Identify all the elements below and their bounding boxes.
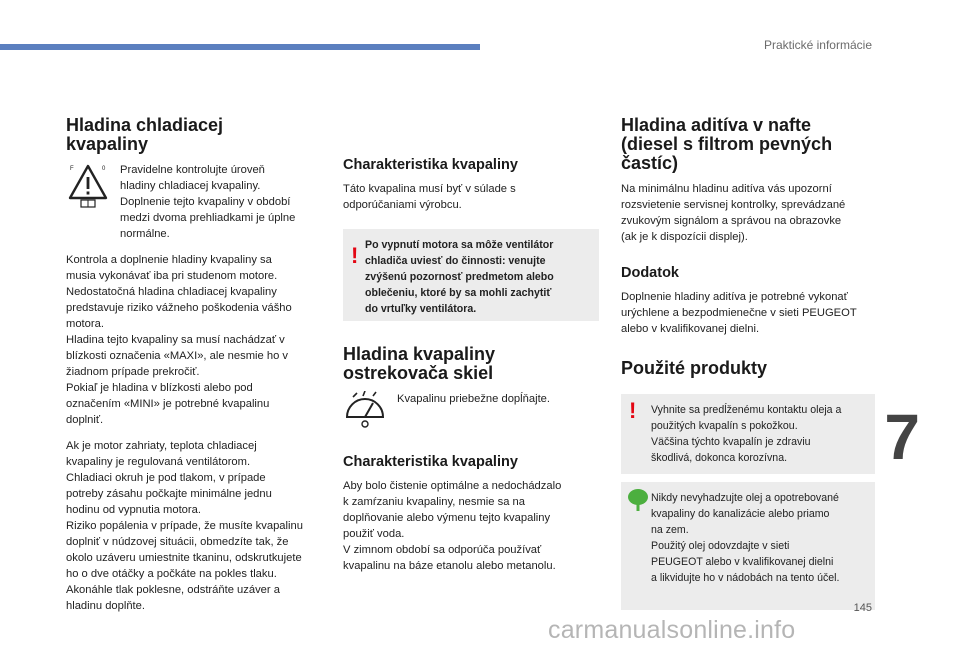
eco-note-box	[621, 482, 875, 610]
column-right	[621, 116, 875, 610]
washer-characteristics-title: Charakteristika kvapaliny	[343, 454, 518, 470]
fan-warning-box	[343, 229, 599, 321]
refill-title: Dodatok	[621, 265, 679, 281]
column-coolant	[66, 116, 328, 614]
coolant-paragraph-1: Kontrola a doplnenie hladiny kvapaliny sa musia vykonávať iba pri studenom motore. Nedostatočná hladina chladiacej kvapaliny predstavuje riziko vážneho poškodenia vášho motora. Hladina tejto kvapaliny sa musí nachádzať v blízkosti označenia «MAXI», ale nesmie ho v žiadnom prípade prekročiť. Pokiaľ je hladina v blízkosti alebo pod označením «MINI» je potrebné kvapalinu doplniť.	[66, 254, 292, 426]
top-accent-bar	[0, 44, 480, 50]
used-products-warning-box	[621, 394, 875, 474]
additive-title: Hladina aditíva v nafte (diesel s filtrom pevných častíc)	[621, 115, 833, 173]
fan-warning-text: Po vypnutí motora sa môže ventilátor chladiča uviesť do činnosti: venujte zvýšenú pozornosť predmetom alebo oblečeniu, ktoré by sa mohli zachytiť do vrtuľky ventilátora.	[365, 239, 554, 315]
washer-text: Kvapalinu priebežne dopĺňajte.	[397, 393, 551, 405]
eco-leaf-icon	[627, 488, 649, 517]
warning-exclamation-icon: !	[351, 243, 359, 268]
used-products-warning-text: Vyhnite sa predĺženému kontaktu oleja a použitých kvapalín s pokožkou. Väčšina týchto kvapalín je zdraviu škodlivá, dokonca korozívna.	[651, 404, 842, 464]
chapter-number: 7	[884, 401, 920, 473]
page-number: 145	[853, 602, 872, 614]
coolant-paragraph-2: Ak je motor zahriaty, teplota chladiacej kvapaliny je regulovaná ventilátorom. Chladiaci okruh je pod tlakom, v prípade potreby zásahu počkajte minimálne jednu hodinu od vypnutia motora. Riziko popálenia v prípade, že musíte kvapalinu doplniť v núdzovej situácii, obmedzíte tak, že okolo uzáveru umiestnite tkaninu, odskrutkujete ho o dve otáčky a počkáte na pokles tlaku. Akonáhle tlak poklesne, odstráňte uzáver a hladinu doplňte.	[66, 440, 303, 612]
coolant-icon-block	[66, 162, 328, 242]
column-middle	[343, 157, 599, 574]
eco-note-text: Nikdy nevyhadzujte olej a opotrebované kvapaliny do kanalizácie alebo priamo na zem. Použitý olej odovzdajte v sieti PEUGEOT alebo v kvalifikovanej dielni a likvidujte ho v nádobách na tento účel.	[651, 492, 840, 584]
watermark: carmanualsonline.info	[548, 616, 796, 644]
used-products-title: Použité produkty	[621, 358, 768, 378]
refill-text: Doplnenie hladiny aditíva je potrebné vykonať urýchlene a bezpodmienečne v sieti PEUGEOT alebo v kvalifikovanej dielni.	[621, 291, 857, 335]
washer-characteristics-text: Aby bolo čistenie optimálne a nedochádzalo k zamŕzaniu kvapaliny, nesmie sa na doplňovanie alebo výmenu tejto kvapaliny použiť voda. V zimnom období sa odporúča používať kvapalinu na báze etanolu alebo metanolu.	[343, 480, 562, 572]
coolant-warning-icon	[66, 162, 110, 242]
header-title: Praktické informácie	[763, 38, 872, 52]
svg-text:F: F	[70, 166, 74, 172]
coolant-title: Hladina chladiacej kvapaliny	[66, 115, 224, 154]
coolant-characteristics-text: Táto kvapalina musí byť v súlade s odporúčaniami výrobcu.	[343, 183, 516, 211]
coolant-characteristics-title: Charakteristika kvapaliny	[343, 157, 518, 173]
warning-exclamation-icon: !	[629, 398, 637, 423]
washer-icon-block	[343, 391, 599, 436]
svg-text:0: 0	[102, 166, 106, 172]
washer-fluid-icon	[343, 391, 387, 436]
coolant-icon-text: Pravidelne kontrolujte úroveň hladiny chladiacej kvapaliny. Doplnenie tejto kvapaliny v období medzi dvoma prehliadkami je úplne normálne.	[120, 164, 296, 240]
washer-title: Hladina kvapaliny ostrekovača skiel	[343, 344, 496, 383]
additive-text: Na minimálnu hladinu aditíva vás upozorní rozsvietenie servisnej kontrolky, sprevádzané zvukovým signálom a správou na obrazovke (ak je k dispozícii displej).	[621, 183, 846, 243]
